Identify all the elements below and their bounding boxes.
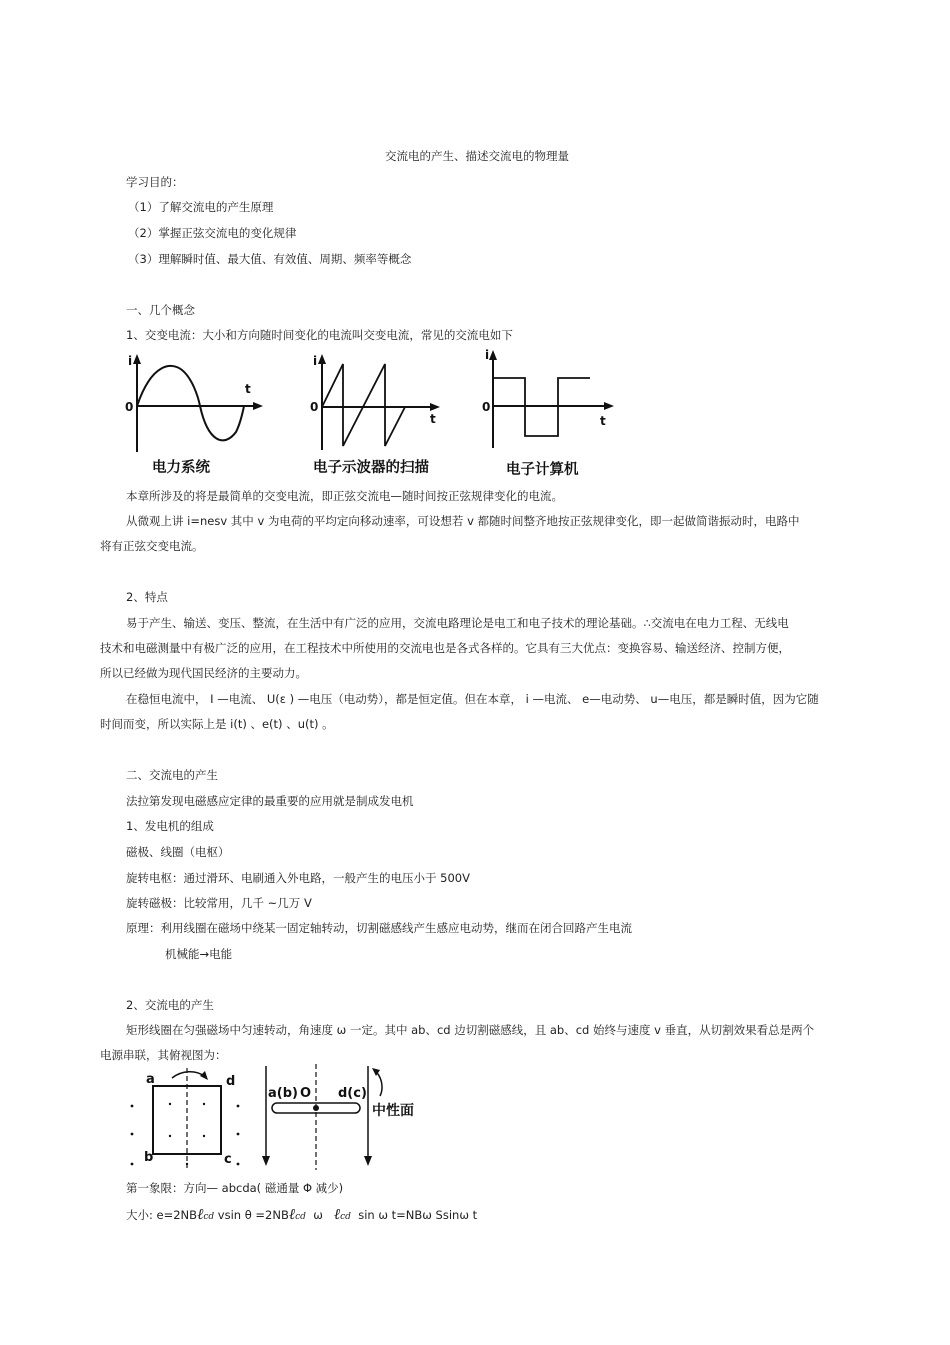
section1-p4a: 易于产生、输送、变压、整流，在生活中有广泛的应用，交流电路理论是电工和电子技术的理论基础。∴交流电在电力工程、无线电 <box>126 616 789 630</box>
objective-item-3: （3）理解瞬时值、最大值、有效值、周期、频率等概念 <box>128 252 412 266</box>
objective-item-2: （2）掌握正弦交流电的变化规律 <box>128 226 297 240</box>
corner-label-c: c <box>224 1152 232 1167</box>
section1-p1: 1、交变电流：大小和方向随时间变化的电流叫交变电流，常见的交流电如下 <box>126 328 513 342</box>
caption-power-system: 电力系统 <box>152 460 210 476</box>
coil-front-view-figure <box>120 1064 250 1172</box>
magnitude-end: sin ω t=NBω Ssinω t <box>358 1208 478 1222</box>
generator-composition-heading: 1、发电机的组成 <box>126 819 214 833</box>
corner-label-d: d <box>226 1074 236 1089</box>
x-axis-label: t <box>245 382 251 396</box>
neutral-plane-label: 中性面 <box>372 1103 414 1119</box>
magnitude-formula <box>126 1200 477 1231</box>
length-subscript: cd <box>295 1212 306 1222</box>
magnitude-prefix: 大小: e=2NB <box>126 1208 198 1222</box>
label-o: O <box>300 1086 312 1101</box>
section2-p2b: 电源串联，其俯视图为： <box>100 1048 227 1062</box>
section2-p1: 法拉第发现电磁感应定律的最重要的应用就是制成发电机 <box>126 794 414 808</box>
length-symbol: ℓ <box>197 1205 204 1223</box>
features-heading: 2、特点 <box>126 590 168 604</box>
magnitude-omega: ω <box>313 1208 323 1222</box>
section1-p4b: 技术和电磁测量中有极广泛的应用，在工程技术中所使用的交流电也是各式各样的。它具有三大优点：变换容易、输送经济、控制方便， <box>100 641 790 655</box>
y-axis-label: i <box>128 354 133 368</box>
label-d-c: d(c) <box>338 1086 367 1101</box>
corner-label-b: b <box>144 1150 154 1165</box>
length-subscript: cd <box>340 1212 351 1222</box>
first-quadrant-line: 第一象限：方向— abcda( 磁通量 Φ 减少) <box>126 1181 344 1195</box>
section1-p3b: 将有正弦交变电流。 <box>100 539 204 553</box>
section1-heading: 一、几个概念 <box>126 303 195 317</box>
generator-line-4: 原理：利用线圈在磁场中绕某一固定轴转动，切割磁感线产生感应电动势，继而在闭合回路产生电流 <box>126 921 632 935</box>
square-wave-figure <box>478 346 618 456</box>
x-axis-label: t <box>600 414 606 428</box>
ac-generation-heading: 2、交流电的产生 <box>126 998 214 1012</box>
origin-label: 0 <box>310 400 319 414</box>
length-symbol: ℓ <box>333 1205 341 1223</box>
section1-p3a: 从微观上讲 i=nesv 其中 v 为电荷的平均定向移动速率，可设想若 v 都随时间整齐地按正弦规律变化，即一起做简谐振动时，电路中 <box>126 514 800 528</box>
generator-line-2: 旋转电枢：通过滑环、电刷通入外电路，一般产生的电压小于 500V <box>126 871 470 885</box>
sawtooth-figure <box>305 350 455 460</box>
magnitude-mid-1: vsin θ =2NB <box>217 1208 289 1222</box>
generator-line-1: 磁极、线圈（电枢） <box>126 845 230 859</box>
y-axis-label: i <box>313 354 318 368</box>
section1-p4c: 所以已经做为现代国民经济的主要动力。 <box>100 666 307 680</box>
sine-wave-figure <box>120 352 270 462</box>
objective-item-1: （1）了解交流电的产生原理 <box>128 200 274 214</box>
x-axis-label: t <box>430 412 436 426</box>
section2-heading: 二、交流电的产生 <box>126 768 218 782</box>
section1-p5b: 时间而变，所以实际上是 i(t) 、e(t) 、u(t) 。 <box>100 717 334 731</box>
length-symbol: ℓ <box>288 1205 296 1223</box>
generator-line-3: 旋转磁极：比较常用，几千 ~几万 V <box>126 896 312 910</box>
caption-oscilloscope-scan: 电子示波器的扫描 <box>313 460 429 476</box>
y-axis-label: i <box>485 348 490 362</box>
generator-line-5: 机械能→电能 <box>165 947 233 961</box>
label-a-b: a(b) <box>268 1086 298 1101</box>
objectives-heading: 学习目的： <box>126 175 184 189</box>
caption-computer: 电子计算机 <box>506 462 579 478</box>
section2-p2a: 矩形线圈在匀强磁场中匀速转动，角速度 ω 一定。其中 ab、cd 边切割磁感线，且 ab、cd 始终与速度 v 垂直，从切割效果看总是两个 <box>126 1023 815 1037</box>
section1-p5a: 在稳恒电流中， I —电流、 U(ε ) —电压（电动势），都是恒定值。但在本章， i —电流、 e—电动势、 u—电压，都是瞬时值，因为它随 <box>126 692 819 706</box>
origin-label: 0 <box>125 400 134 414</box>
origin-label: 0 <box>482 400 491 414</box>
coil-top-view-figure <box>258 1062 428 1172</box>
page-title: 交流电的产生、描述交流电的物理量 <box>385 149 569 163</box>
corner-label-a: a <box>146 1072 155 1087</box>
section1-p2: 本章所涉及的将是最简单的交变电流，即正弦交流电—随时间按正弦规律变化的电流。 <box>126 489 563 503</box>
length-subscript: cd <box>203 1212 215 1222</box>
